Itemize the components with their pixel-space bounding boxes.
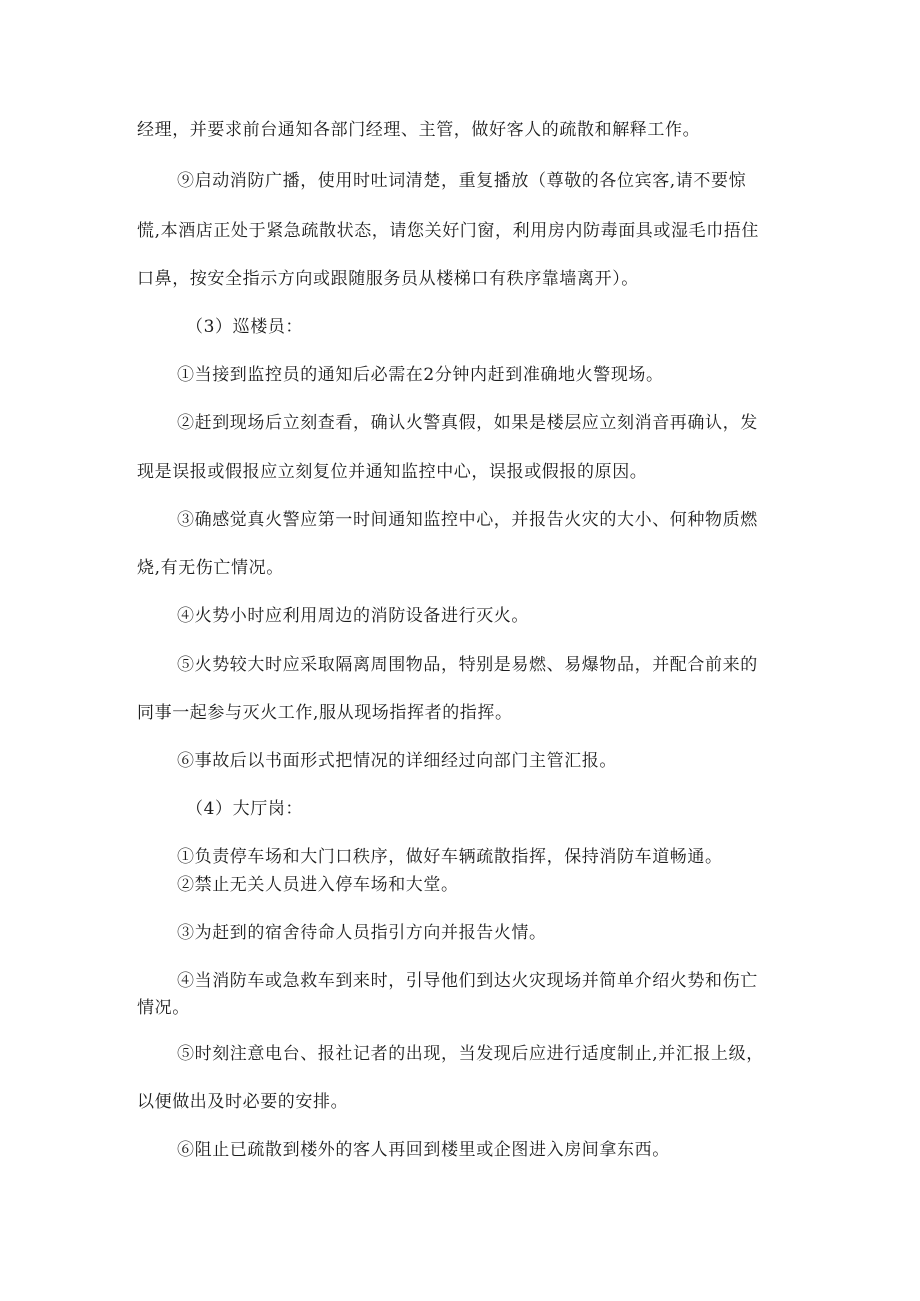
text-line: ④当消防车或急救车到来时，引导他们到达火灾现场并简单介绍火势和伤亡	[177, 971, 758, 991]
text-line: ①负责停车场和大门口秩序，做好车辆疏散指挥，保持消防车道畅通。	[177, 847, 723, 867]
text-line: ⑤时刻注意电台、报社记者的出现，当发现后应进行适度制止,并汇报上级，	[177, 1044, 764, 1064]
text-line: ②禁止无关人员进入停车场和大堂。	[177, 875, 459, 895]
section-heading: （3）巡楼员：	[186, 317, 304, 337]
text-line: ③确感觉真火警应第一时间通知监控中心，并报告火灾的大小、何种物质燃	[177, 510, 758, 530]
text-line: ②赶到现场后立刻查看，确认火警真假，如果是楼层应立刻消音再确认，发	[177, 413, 758, 433]
text-line: 情况。	[137, 998, 190, 1018]
text-line: ①当接到监控员的通知后必需在2分钟内赶到准确地火警现场。	[177, 365, 664, 385]
text-line: ⑤火势较大时应采取隔离周围物品，特别是易燃、易爆物品，并配合前来的	[177, 655, 758, 675]
text-line: 同事一起参与灭火工作,服从现场指挥者的指挥。	[137, 703, 513, 723]
text-line: 以便做出及时必要的安排。	[137, 1092, 349, 1112]
text-line: 口鼻，按安全指示方向或跟随服务员从楼梯口有秩序靠墙离开）。	[137, 269, 639, 289]
text-line: 烧,有无伤亡情况。	[137, 558, 284, 578]
text-line: ③为赶到的宿舍待命人员指引方向并报告火情。	[177, 923, 547, 943]
text-line: ⑨启动消防广播，使用时吐词清楚，重复播放（尊敬的各位宾客,请不要惊	[177, 171, 747, 191]
text-line: 慌,本酒店正处于紧急疏散状态，请您关好门窗，利用房内防毒面具或湿毛巾捂住	[137, 221, 760, 241]
text-line: 经理，并要求前台通知各部门经理、主管，做好客人的疏散和解释工作。	[137, 120, 701, 140]
text-line: ⑥阻止已疏散到楼外的客人再回到楼里或企图进入房间拿东西。	[177, 1140, 670, 1160]
text-line: 现是误报或假报应立刻复位并通知监控中心，误报或假报的原因。	[137, 462, 648, 482]
text-line: ④火势小时应利用周边的消防设备进行灭火。	[177, 606, 529, 626]
text-line: ⑥事故后以书面形式把情况的详细经过向部门主管汇报。	[177, 751, 617, 771]
section-heading: （4）大厅岗：	[186, 799, 304, 819]
